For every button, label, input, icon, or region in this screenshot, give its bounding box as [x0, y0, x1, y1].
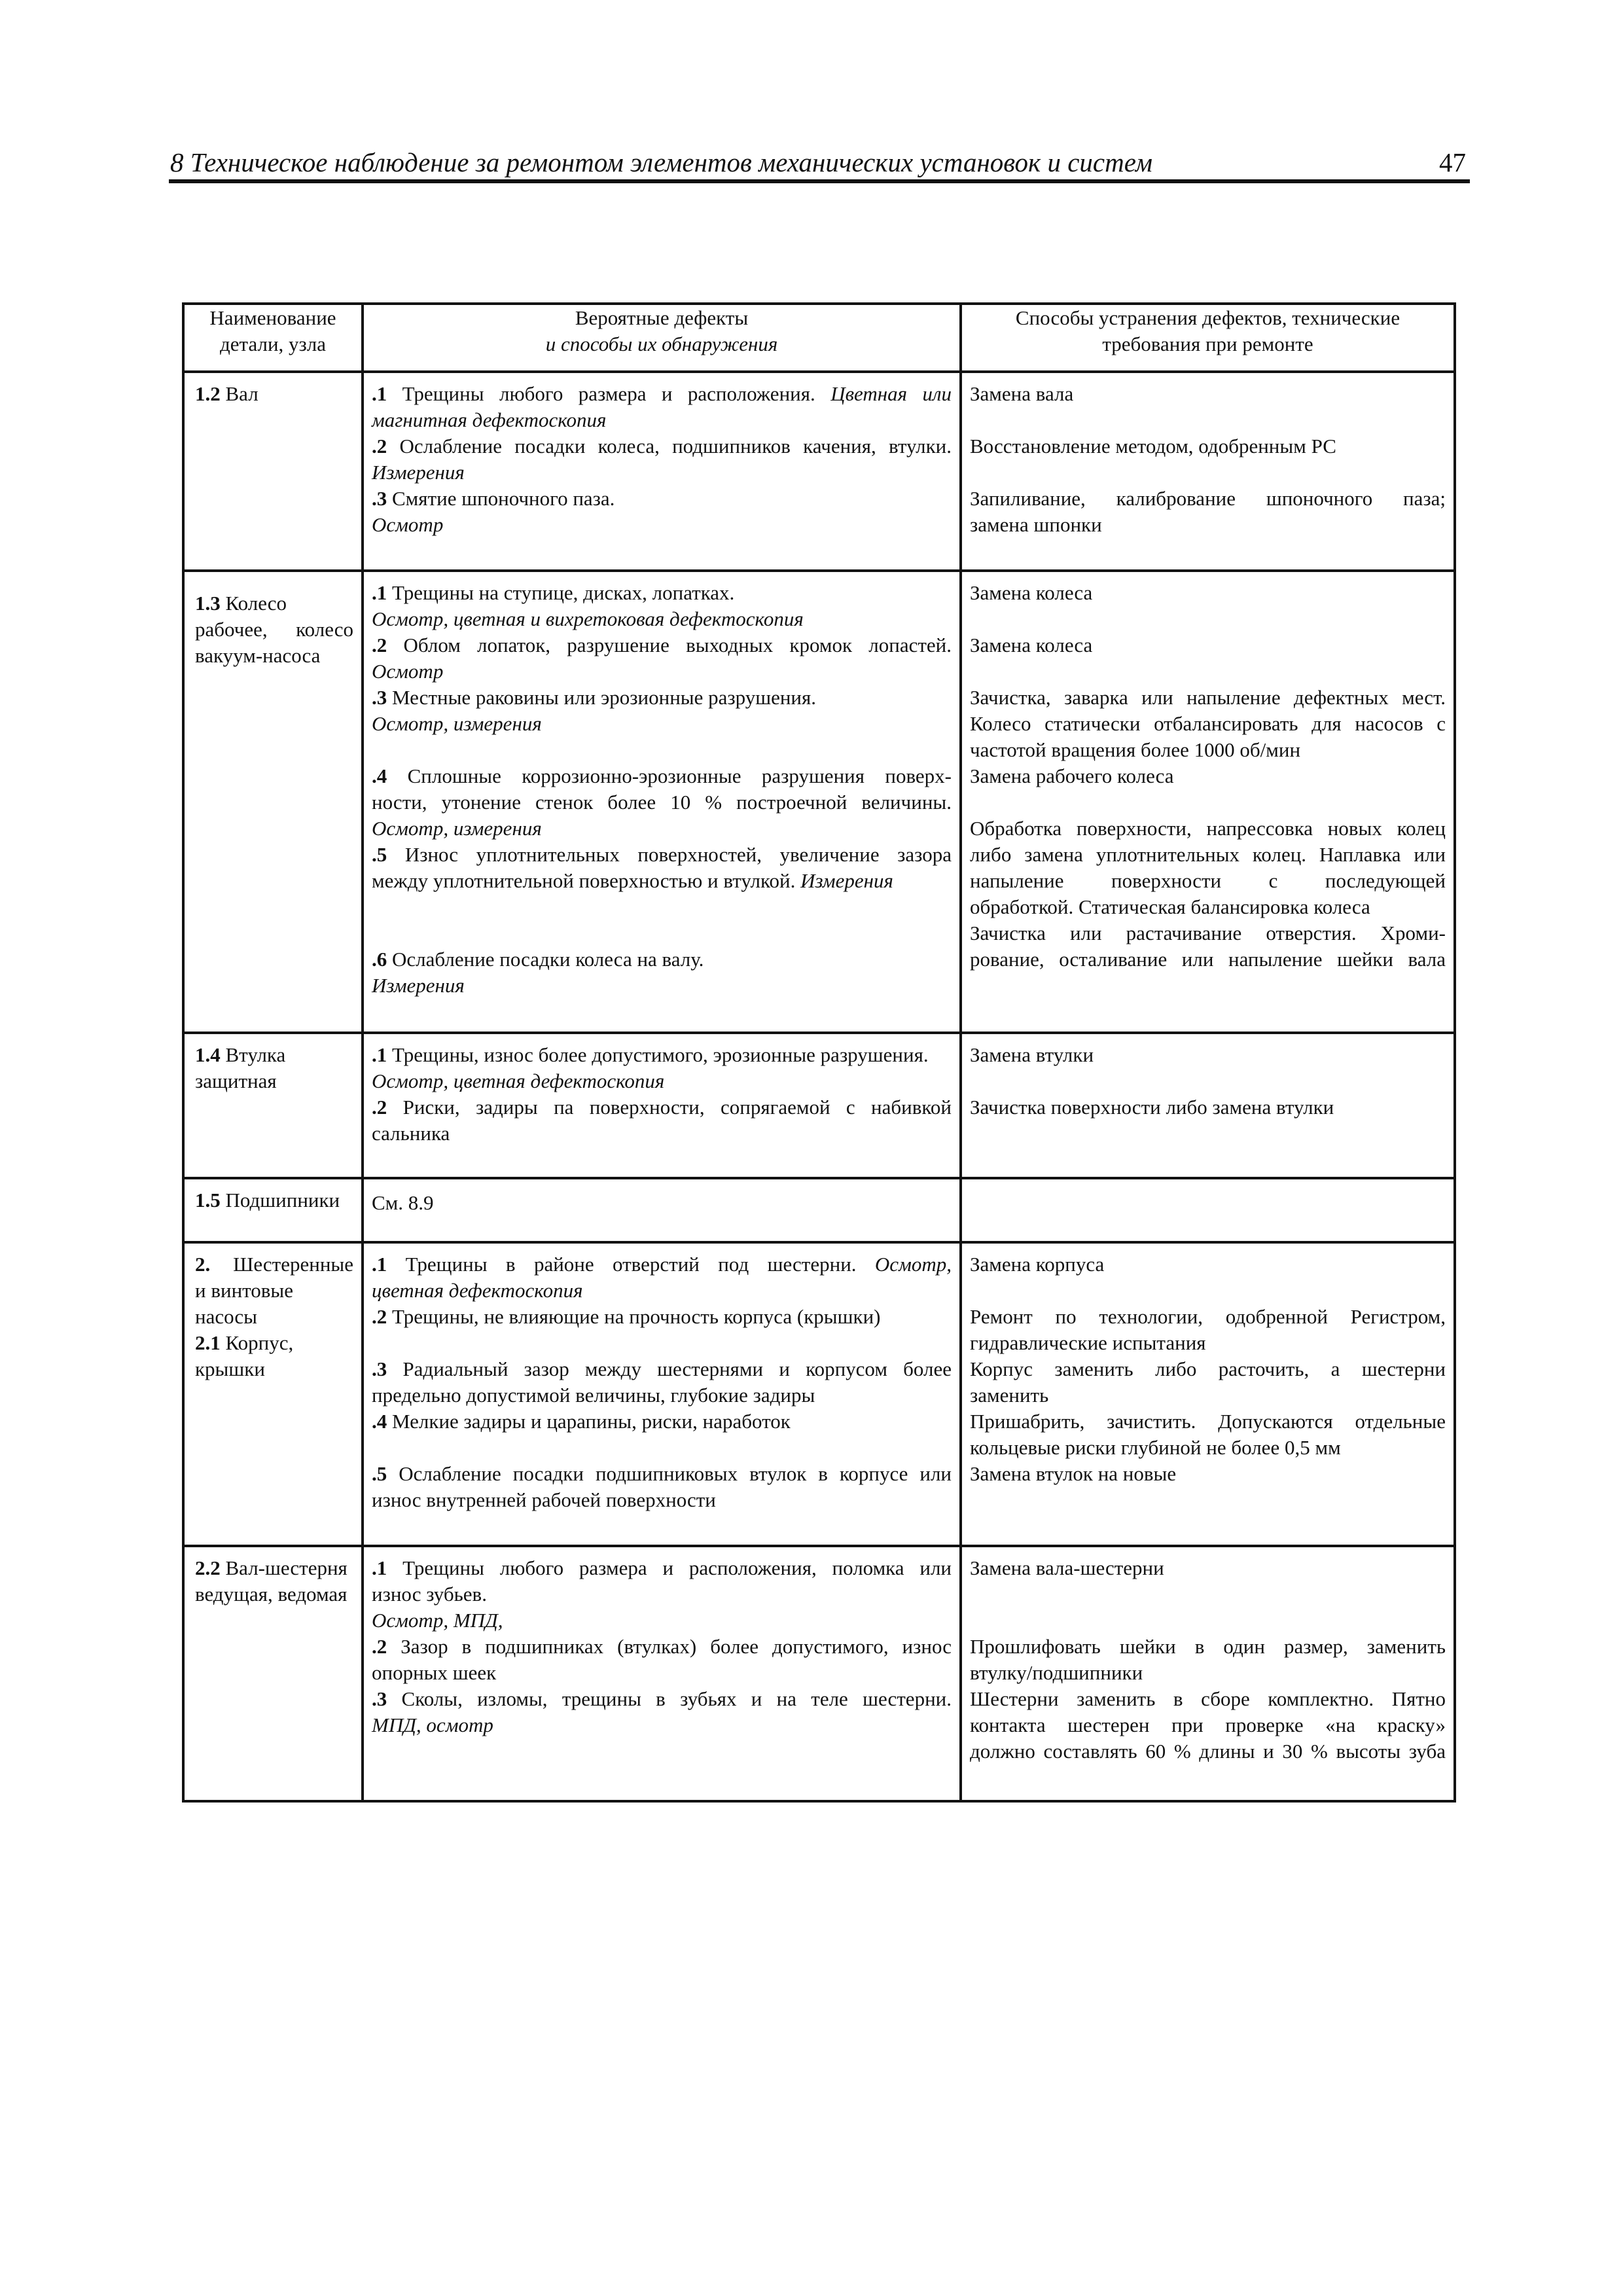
table-text: 2.	[195, 1253, 211, 1276]
remedies-cell	[961, 1178, 1455, 1242]
table-text: Измерения	[372, 461, 465, 484]
table-text: Корпус заменить либо расточить, а шестерни	[970, 1357, 1446, 1380]
table-text: .3	[372, 1687, 387, 1710]
table-row	[183, 372, 1455, 571]
table-text: детали, узла	[219, 332, 327, 355]
table-text: Замена втулки	[970, 1043, 1094, 1066]
table-text: .2	[372, 1305, 387, 1328]
table-text: Замена колеса	[970, 634, 1093, 656]
table-text: Вероятные дефекты	[575, 306, 749, 329]
table-text: 1.5	[195, 1189, 221, 1211]
table-text: Зачистка или растачивание отверстия. Хроми-	[970, 922, 1446, 944]
table-text: .2	[372, 1096, 387, 1119]
chapter-title: 8 Техническое наблюдение за ремонтом элементов механических установок и систем	[170, 147, 1153, 177]
table-text: предельно допустимой величины, глубокие задиры	[372, 1384, 815, 1407]
running-header	[169, 139, 1470, 183]
remedies-cell	[961, 571, 1455, 1033]
table-text: Риски, задиры па поверхности, сопрягаемой с набивкой	[387, 1096, 952, 1119]
table-text: износ зубьев.	[372, 1583, 487, 1605]
table-text: 1.4	[195, 1043, 221, 1066]
table-text: .3	[372, 1357, 387, 1380]
table-text: Трещины на ступице, дисках, лопатках.	[387, 581, 735, 604]
table-text: .1	[372, 1556, 387, 1579]
table-text: Замена вала-шестерни	[970, 1556, 1164, 1579]
table-text: Местные раковины или эрозионные разрушения.	[387, 686, 817, 709]
table-text: Зачистка, заварка или напыление дефектных мест.	[970, 686, 1446, 709]
table-row	[183, 1033, 1455, 1178]
table-text: либо замена уплотнительных колец. Наплавка или	[970, 843, 1446, 866]
table-text: Радиальный зазор между шестернями и корпусом более	[387, 1357, 952, 1380]
table-text: Ослабление посадки колеса на валу.	[387, 948, 704, 971]
defects-cell	[363, 1033, 961, 1178]
table-text: См. 8.9	[372, 1191, 434, 1214]
table-text: Осмотр	[372, 513, 444, 536]
table-text: Трещины, износ более допустимого, эрозионные разрушения.	[387, 1043, 929, 1066]
remedies-cell	[961, 1033, 1455, 1178]
table-text: Осмотр	[372, 660, 444, 683]
table-text: втулку/подшипники	[970, 1661, 1143, 1684]
table-text: .5	[372, 1462, 387, 1485]
table-text: гидравлические испытания	[970, 1331, 1206, 1354]
defects-cell	[363, 1178, 961, 1242]
table-text: замена шпонки	[970, 513, 1102, 536]
table-text: Шестеренные	[233, 1253, 353, 1276]
table-row	[183, 1546, 1455, 1801]
table-text: крышки	[195, 1357, 265, 1380]
table-header-row	[183, 304, 1455, 372]
table-text: насосы	[195, 1305, 257, 1328]
table-text: Замена корпуса	[970, 1253, 1105, 1276]
table-text: Трещины любого размера и расположения, поломка или	[387, 1556, 952, 1579]
table-text: 2.2	[195, 1556, 221, 1579]
remedies-cell	[961, 372, 1455, 571]
table-text: заменить	[970, 1384, 1049, 1407]
table-text: цветная дефектоскопия	[372, 1279, 583, 1302]
table-text: Осмотр, цветная и вихретоковая дефектоскопия	[372, 607, 804, 630]
table-text: Замена колеса	[970, 581, 1093, 604]
table-row	[183, 1178, 1455, 1242]
column-header-defects	[363, 304, 961, 372]
table-text: Мелкие задиры и царапины, риски, наработок	[387, 1410, 791, 1433]
page-number: 47	[1439, 147, 1466, 177]
table-text: Запиливание, калибрование шпоночного паза;	[970, 487, 1446, 510]
table-text: вакуум-насоса	[195, 644, 321, 667]
table-text: Замена рабочего колеса	[970, 764, 1174, 787]
table-text: 1.3	[195, 592, 221, 615]
table-text: Втулка	[225, 1043, 286, 1066]
table-text: Смятие шпоночного паза.	[387, 487, 615, 510]
table-text: рабочее, колесо	[195, 618, 353, 641]
remedies-cell	[961, 1546, 1455, 1801]
table-text: Осмотр, цветная дефектоскопия	[372, 1069, 665, 1092]
table-text: частотой вращения более 1000 об/мин	[970, 738, 1301, 761]
table-text: Трещины в районе отверстий под шестерни.	[387, 1253, 875, 1276]
table-text: должно составлять 60 % длины и 30 % высоты зуба	[970, 1740, 1446, 1763]
part-cell	[183, 1178, 363, 1242]
table-text: Обработка поверхности, напрессовка новых колец	[970, 817, 1446, 840]
table-text: .4	[372, 764, 387, 787]
table-text: и способы их обнаружения	[545, 332, 778, 355]
table-text: Цветная или	[830, 382, 952, 405]
table-text: .1	[372, 581, 387, 604]
table-text: обработкой. Статическая балансировка колеса	[970, 895, 1370, 918]
table-text: Ослабление посадки колеса, подшипников качения, втулки.	[387, 435, 952, 457]
table-text: Вал-шестерня	[225, 1556, 348, 1579]
defects-cell	[363, 1242, 961, 1546]
table-text: износ внутренней рабочей поверхности	[372, 1488, 716, 1511]
table-text: Износ уплотнительных поверхностей, увеличение зазора	[387, 843, 952, 866]
table-text: сальника	[372, 1122, 450, 1145]
part-cell	[183, 571, 363, 1033]
table-text: Пришабрить, зачистить. Допускаются отдельные	[970, 1410, 1446, 1433]
table-text: Осмотр, МПД,	[372, 1609, 503, 1632]
table-text: .3	[372, 686, 387, 709]
table-text: Замена втулок на новые	[970, 1462, 1177, 1485]
table-text: напыление поверхности с последующей	[970, 869, 1446, 892]
table-text: Осмотр, измерения	[372, 817, 542, 840]
table-text: Шестерни заменить в сборе комплектно. Пятно	[970, 1687, 1446, 1710]
table-text: Подшипники	[225, 1189, 340, 1211]
table-text: Вал	[225, 382, 259, 405]
table-text: Облом лопаток, разрушение выходных кромок лопастей.	[387, 634, 952, 656]
table-text: магнитная дефектоскопия	[372, 408, 607, 431]
table-text: Сплошные коррозионно-эрозионные разрушения поверх-	[387, 764, 952, 787]
table-text: Корпус,	[225, 1331, 294, 1354]
table-text: между уплотнительной поверхностью и втулкой.	[372, 869, 801, 892]
table-text: контакта шестерен при проверке «на краску»	[970, 1713, 1446, 1736]
table-text: Способы устранения дефектов, технические	[1015, 306, 1400, 329]
table-text: .1	[372, 382, 387, 405]
table-text: Осмотр, измерения	[372, 712, 542, 735]
table-text: Прошлифовать шейки в один размер, заменить	[970, 1635, 1446, 1658]
part-cell	[183, 1242, 363, 1546]
table-text: требования при ремонте	[1102, 332, 1313, 355]
table-text: Восстановление методом, одобренным РС	[970, 435, 1336, 457]
table-text: Сколы, изломы, трещины в зубьях и на теле шестерни.	[387, 1687, 952, 1710]
table-text: Ослабление посадки подшипниковых втулок в корпусе или	[387, 1462, 952, 1485]
table-text: ведущая, ведомая	[195, 1583, 348, 1605]
table-text: .2	[372, 435, 387, 457]
defects-cell	[363, 1546, 961, 1801]
table-text: кольцевые риски глубиной не более 0,5 мм	[970, 1436, 1341, 1459]
table-text: рование, осталивание или напыление шейки вала	[970, 948, 1446, 971]
table-text: Наименование	[209, 306, 336, 329]
table-text: .6	[372, 948, 387, 971]
remedies-cell	[961, 1242, 1455, 1546]
table-text: Ремонт по технологии, одобренной Регистром,	[970, 1305, 1446, 1328]
table-text: .4	[372, 1410, 387, 1433]
defects-cell	[363, 571, 961, 1033]
table-text: Измерения	[372, 974, 465, 997]
defects-cell	[363, 372, 961, 571]
part-cell	[183, 1546, 363, 1801]
table-text: .1	[372, 1253, 387, 1276]
column-header-remedies	[961, 304, 1455, 372]
part-cell	[183, 1033, 363, 1178]
table-row	[183, 1242, 1455, 1546]
table-text: Трещины, не влияющие на прочность корпуса (крышки)	[387, 1305, 881, 1328]
table-text: 2.1	[195, 1331, 221, 1354]
table-text: .2	[372, 634, 387, 656]
table-text: защитная	[195, 1069, 277, 1092]
column-header-part	[183, 304, 363, 372]
table-text: Колесо статически отбалансировать для насосов с	[970, 712, 1446, 735]
table-text: Осмотр,	[874, 1253, 952, 1276]
table-text: ности, утонение стенок более 10 % построечной величины.	[372, 791, 952, 814]
table-text: Замена вала	[970, 382, 1074, 405]
defects-table	[182, 302, 1456, 1803]
table-text: и винтовые	[195, 1279, 294, 1302]
table-text: .1	[372, 1043, 387, 1066]
table-text: Колесо	[225, 592, 287, 615]
table-text: .3	[372, 487, 387, 510]
table-text: Измерения	[800, 869, 893, 892]
table-text: Трещины любого размера и расположения.	[387, 382, 831, 405]
table-text: Зачистка поверхности либо замена втулки	[970, 1096, 1334, 1119]
table-text: МПД, осмотр	[372, 1713, 493, 1736]
table-text: 1.2	[195, 382, 221, 405]
table-text: Зазор в подшипниках (втулках) более допустимого, износ	[387, 1635, 952, 1658]
part-cell	[183, 372, 363, 571]
table-text: опорных шеек	[372, 1661, 497, 1684]
table-row	[183, 571, 1455, 1033]
table-text: .2	[372, 1635, 387, 1658]
table-text: .5	[372, 843, 387, 866]
